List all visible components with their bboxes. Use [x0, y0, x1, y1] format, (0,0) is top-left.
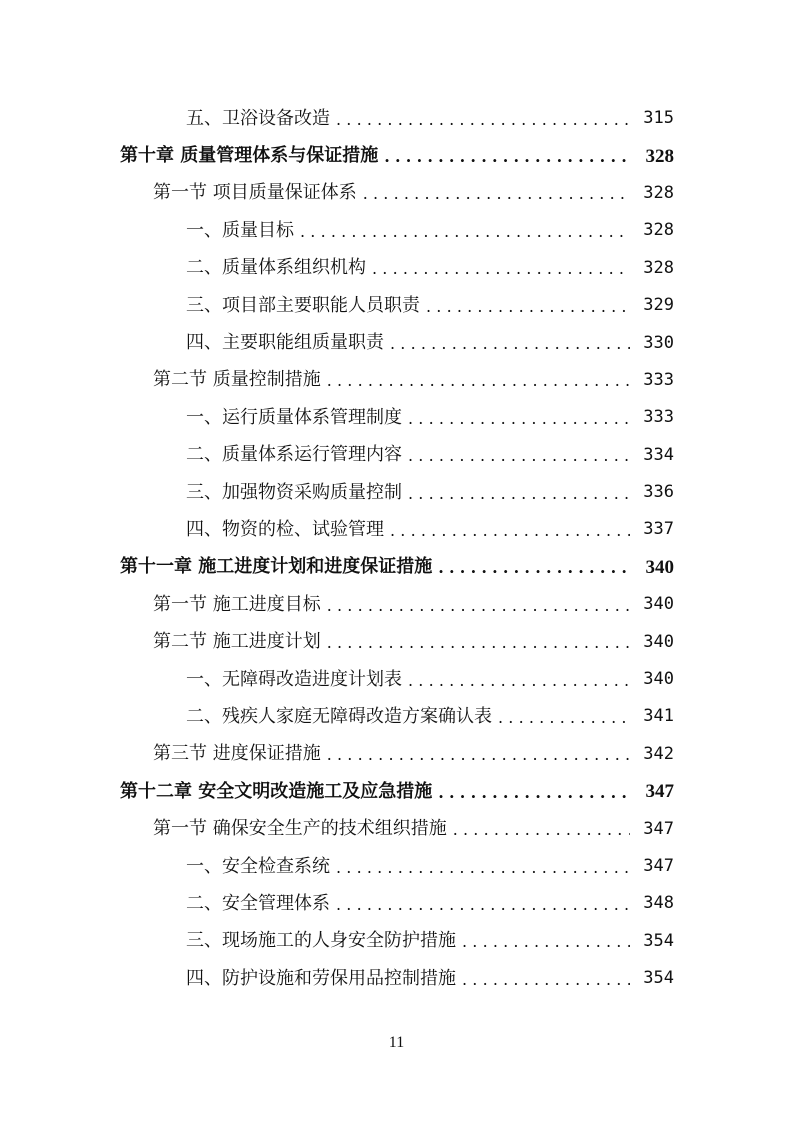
toc-dot-leader: [336, 897, 630, 913]
toc-entry[interactable]: [0, 885, 793, 922]
toc-dot-leader: [408, 486, 630, 502]
toc-entry-title: 二、残疾人家庭无障碍改造方案确认表: [186, 705, 492, 727]
toc-entry-title: 二、质量体系组织机构: [186, 257, 366, 279]
toc-entry-title: 第一节 施工进度目标: [153, 593, 321, 615]
toc-dot-leader: [408, 673, 630, 689]
toc-dot-leader: [384, 149, 630, 165]
toc-entry-page: 347: [643, 856, 674, 876]
toc-entry[interactable]: [0, 100, 793, 137]
toc-entry-title: 一、无障碍改造进度计划表: [186, 668, 402, 690]
toc-dot-leader: [408, 411, 630, 427]
toc-section-entry[interactable]: [0, 810, 793, 847]
toc-dot-leader: [300, 224, 630, 240]
toc-entry-title: 三、加强物资采购质量控制: [186, 481, 402, 503]
toc-dot-leader: [327, 635, 630, 651]
toc-chapter-entry[interactable]: [0, 773, 793, 810]
toc-dot-leader: [408, 448, 630, 464]
toc-entry-page: 354: [643, 930, 674, 951]
toc-entry[interactable]: [0, 399, 793, 436]
toc-entry-title: 五、卫浴设备改造: [186, 107, 330, 129]
toc-dot-leader: [462, 972, 630, 988]
toc-entry[interactable]: [0, 661, 793, 698]
toc-entry-title: 四、防护设施和劳保用品控制措施: [186, 967, 456, 989]
toc-entry-page: 340: [643, 631, 674, 652]
toc-entry-page: 341: [643, 706, 674, 727]
toc-dot-leader: [327, 373, 630, 389]
toc-entry-page: 337: [643, 519, 674, 540]
toc-dot-leader: [462, 934, 630, 950]
toc-entry-title: 第三节 进度保证措施: [153, 743, 321, 765]
toc-entry-title: 一、运行质量体系管理制度: [186, 406, 402, 428]
toc-entry-page: 336: [643, 482, 674, 503]
toc-entry-title: 第十一章 施工进度计划和进度保证措施: [120, 556, 433, 578]
toc-dot-leader: [336, 860, 630, 876]
toc-entry[interactable]: [0, 437, 793, 474]
table-of-contents: [0, 100, 793, 997]
page-number: 11: [388, 1034, 405, 1051]
toc-entry-page: 334: [643, 444, 674, 465]
toc-dot-leader: [438, 560, 630, 576]
toc-dot-leader: [498, 710, 630, 726]
toc-entry-title: 二、质量体系运行管理内容: [186, 444, 402, 466]
toc-entry-title: 四、主要职能组质量职责: [186, 332, 384, 354]
toc-entry-title: 一、质量目标: [186, 219, 294, 241]
toc-entry-page: 348: [643, 893, 674, 914]
toc-dot-leader: [438, 785, 630, 801]
toc-entry-page: 340: [643, 669, 674, 690]
toc-entry-page: 340: [643, 594, 674, 615]
toc-entry-page: 340: [645, 556, 674, 578]
toc-entry-page: 347: [643, 818, 674, 839]
toc-dot-leader: [426, 299, 630, 315]
toc-entry-page: 329: [643, 295, 674, 316]
toc-dot-leader: [363, 186, 630, 202]
toc-entry-title: 第十二章 安全文明改造施工及应急措施: [120, 780, 433, 802]
toc-entry-title: 第十章 质量管理体系与保证措施: [120, 145, 379, 167]
toc-section-entry[interactable]: [0, 175, 793, 212]
toc-section-entry[interactable]: [0, 586, 793, 623]
toc-dot-leader: [372, 261, 630, 277]
toc-entry-page: 347: [645, 781, 674, 803]
toc-entry-page: 328: [643, 257, 674, 278]
toc-entry[interactable]: [0, 250, 793, 287]
toc-dot-leader: [336, 112, 630, 128]
toc-entry-page: 333: [643, 407, 674, 428]
toc-entry-title: 二、安全管理体系: [186, 892, 330, 914]
toc-entry[interactable]: [0, 324, 793, 361]
toc-dot-leader: [453, 822, 630, 838]
toc-dot-leader: [327, 598, 630, 614]
toc-section-entry[interactable]: [0, 623, 793, 660]
toc-dot-leader: [390, 523, 630, 539]
toc-section-entry[interactable]: [0, 362, 793, 399]
toc-entry-title: 四、物资的检、试验管理: [186, 518, 384, 540]
toc-entry[interactable]: [0, 698, 793, 735]
toc-entry[interactable]: [0, 474, 793, 511]
toc-section-entry[interactable]: [0, 736, 793, 773]
toc-entry-title: 第二节 质量控制措施: [153, 369, 321, 391]
toc-dot-leader: [327, 747, 630, 763]
toc-entry-title: 第一节 项目质量保证体系: [153, 182, 357, 204]
toc-entry-page: 333: [643, 369, 674, 390]
toc-entry[interactable]: [0, 848, 793, 885]
toc-entry[interactable]: [0, 923, 793, 960]
toc-entry-page: 342: [643, 743, 674, 764]
toc-dot-leader: [390, 336, 630, 352]
toc-entry[interactable]: [0, 212, 793, 249]
toc-entry-title: 第一节 确保安全生产的技术组织措施: [153, 818, 447, 840]
toc-chapter-entry[interactable]: [0, 549, 793, 586]
toc-entry-page: 328: [645, 145, 674, 167]
toc-entry-page: 330: [643, 332, 674, 353]
toc-entry-title: 三、现场施工的人身安全防护措施: [186, 930, 456, 952]
toc-entry-page: 354: [643, 968, 674, 989]
toc-entry-title: 一、安全检查系统: [186, 855, 330, 877]
toc-chapter-entry[interactable]: [0, 137, 793, 174]
toc-entry-page: 328: [643, 220, 674, 241]
toc-entry-page: 328: [643, 182, 674, 203]
toc-entry-title: 第二节 施工进度计划: [153, 631, 321, 653]
toc-entry-title: 三、项目部主要职能人员职责: [186, 294, 420, 316]
toc-entry[interactable]: [0, 287, 793, 324]
toc-entry[interactable]: [0, 960, 793, 997]
toc-entry-page: 315: [643, 108, 674, 129]
toc-entry[interactable]: [0, 511, 793, 548]
